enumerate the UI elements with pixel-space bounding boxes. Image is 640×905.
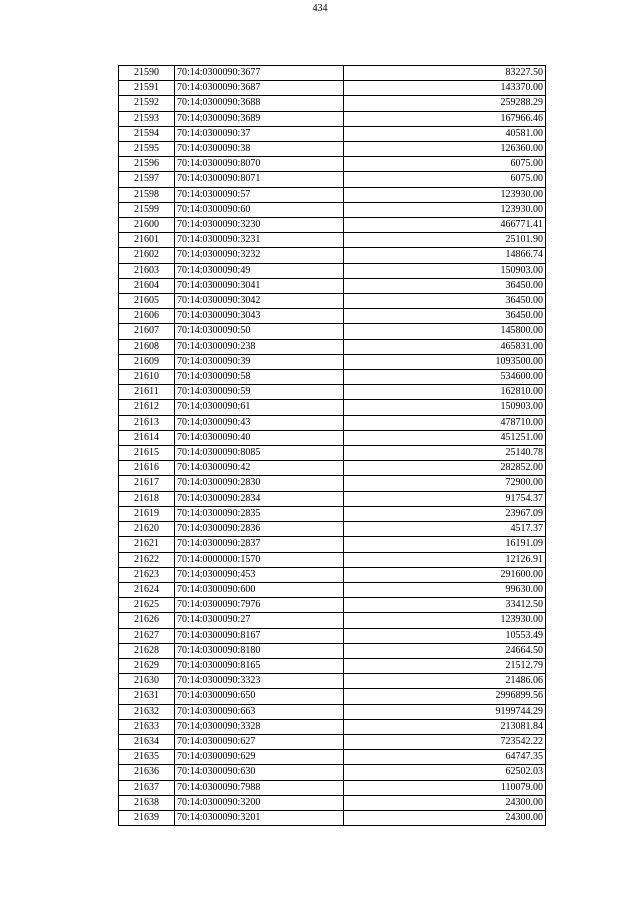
value-cell: 145800.00 <box>344 324 546 339</box>
cadastral-number-cell: 70:14:0300090:50 <box>175 324 344 339</box>
table-row <box>119 750 546 765</box>
value-cell: 123930.00 <box>344 202 546 217</box>
row-number-cell: 21639 <box>119 810 175 825</box>
cadastral-number-cell: 70:14:0300090:3689 <box>175 111 344 126</box>
table-row <box>119 628 546 643</box>
value-cell: 83227.50 <box>344 66 546 81</box>
cadastral-number-cell: 70:14:0300090:629 <box>175 750 344 765</box>
cadastral-number-cell: 70:14:0300090:59 <box>175 385 344 400</box>
cadastral-number-cell: 70:14:0300090:238 <box>175 339 344 354</box>
cadastral-number-cell: 70:14:0300090:627 <box>175 734 344 749</box>
cadastral-number-cell: 70:14:0300090:2834 <box>175 491 344 506</box>
value-cell: 6075.00 <box>344 172 546 187</box>
table-row <box>119 354 546 369</box>
row-number-cell: 21591 <box>119 81 175 96</box>
row-number-cell: 21593 <box>119 111 175 126</box>
cadastral-number-cell: 70:14:0300090:8165 <box>175 658 344 673</box>
cadastral-number-cell: 70:14:0300090:27 <box>175 613 344 628</box>
cadastral-number-cell: 70:14:0300090:8167 <box>175 628 344 643</box>
table-row <box>119 598 546 613</box>
table-row <box>119 567 546 582</box>
row-number-cell: 21616 <box>119 461 175 476</box>
cadastral-number-cell: 70:14:0300090:2830 <box>175 476 344 491</box>
value-cell: 2996899.56 <box>344 689 546 704</box>
cadastral-number-cell: 70:14:0300090:2837 <box>175 537 344 552</box>
cadastral-number-cell: 70:14:0300090:3231 <box>175 233 344 248</box>
table-row <box>119 202 546 217</box>
value-cell: 25101.90 <box>344 233 546 248</box>
cadastral-number-cell: 70:14:0000000:1570 <box>175 552 344 567</box>
table-row <box>119 248 546 263</box>
row-number-cell: 21626 <box>119 613 175 628</box>
cadastral-number-cell: 70:14:0300090:8071 <box>175 172 344 187</box>
table-row <box>119 430 546 445</box>
row-number-cell: 21627 <box>119 628 175 643</box>
row-number-cell: 21590 <box>119 66 175 81</box>
value-cell: 36450.00 <box>344 294 546 309</box>
table-row <box>119 142 546 157</box>
cadastral-number-cell: 70:14:0300090:60 <box>175 202 344 217</box>
row-number-cell: 21603 <box>119 263 175 278</box>
table-row <box>119 552 546 567</box>
value-cell: 24300.00 <box>344 810 546 825</box>
value-cell: 72900.00 <box>344 476 546 491</box>
table-row <box>119 613 546 628</box>
row-number-cell: 21618 <box>119 491 175 506</box>
table-row <box>119 658 546 673</box>
value-cell: 33412.50 <box>344 598 546 613</box>
table-row <box>119 187 546 202</box>
table-row <box>119 522 546 537</box>
table-row <box>119 324 546 339</box>
cadastral-number-cell: 70:14:0300090:453 <box>175 567 344 582</box>
table-row <box>119 294 546 309</box>
table-row <box>119 309 546 324</box>
value-cell: 478710.00 <box>344 415 546 430</box>
row-number-cell: 21624 <box>119 582 175 597</box>
value-cell: 14866.74 <box>344 248 546 263</box>
row-number-cell: 21611 <box>119 385 175 400</box>
table-row <box>119 765 546 780</box>
value-cell: 6075.00 <box>344 157 546 172</box>
cadastral-number-cell: 70:14:0300090:3041 <box>175 278 344 293</box>
row-number-cell: 21612 <box>119 400 175 415</box>
value-cell: 123930.00 <box>344 613 546 628</box>
value-cell: 1093500.00 <box>344 354 546 369</box>
row-number-cell: 21596 <box>119 157 175 172</box>
value-cell: 40581.00 <box>344 126 546 141</box>
row-number-cell: 21637 <box>119 780 175 795</box>
value-cell: 24664.50 <box>344 643 546 658</box>
value-cell: 451251.00 <box>344 430 546 445</box>
row-number-cell: 21636 <box>119 765 175 780</box>
cadastral-number-cell: 70:14:0300090:37 <box>175 126 344 141</box>
cadastral-number-cell: 70:14:0300090:3042 <box>175 294 344 309</box>
value-cell: 36450.00 <box>344 278 546 293</box>
row-number-cell: 21623 <box>119 567 175 582</box>
value-cell: 21512.79 <box>344 658 546 673</box>
table-body <box>119 66 546 826</box>
cadastral-number-cell: 70:14:0300090:8085 <box>175 446 344 461</box>
cadastral-number-cell: 70:14:0300090:61 <box>175 400 344 415</box>
row-number-cell: 21609 <box>119 354 175 369</box>
row-number-cell: 21621 <box>119 537 175 552</box>
value-cell: 4517.37 <box>344 522 546 537</box>
table-row <box>119 111 546 126</box>
row-number-cell: 21610 <box>119 370 175 385</box>
value-cell: 25140.78 <box>344 446 546 461</box>
table-row <box>119 66 546 81</box>
value-cell: 466771.41 <box>344 218 546 233</box>
row-number-cell: 21634 <box>119 734 175 749</box>
cadastral-number-cell: 70:14:0300090:3232 <box>175 248 344 263</box>
table-row <box>119 780 546 795</box>
value-cell: 91754.37 <box>344 491 546 506</box>
table-row <box>119 400 546 415</box>
cadastral-number-cell: 70:14:0300090:43 <box>175 415 344 430</box>
value-cell: 167966.46 <box>344 111 546 126</box>
cadastral-number-cell: 70:14:0300090:3043 <box>175 309 344 324</box>
value-cell: 12126.91 <box>344 552 546 567</box>
value-cell: 143370.00 <box>344 81 546 96</box>
cadastral-number-cell: 70:14:0300090:3323 <box>175 674 344 689</box>
table-row <box>119 263 546 278</box>
row-number-cell: 21595 <box>119 142 175 157</box>
value-cell: 9199744.29 <box>344 704 546 719</box>
value-cell: 21486.06 <box>344 674 546 689</box>
row-number-cell: 21625 <box>119 598 175 613</box>
page-number: 434 <box>312 3 328 14</box>
table-row <box>119 96 546 111</box>
value-cell: 534600.00 <box>344 370 546 385</box>
row-number-cell: 21607 <box>119 324 175 339</box>
value-cell: 10553.49 <box>344 628 546 643</box>
table-row <box>119 370 546 385</box>
row-number-cell: 21598 <box>119 187 175 202</box>
cadastral-number-cell: 70:14:0300090:3200 <box>175 795 344 810</box>
table-row <box>119 674 546 689</box>
table-row <box>119 719 546 734</box>
cadastral-number-cell: 70:14:0300090:3677 <box>175 66 344 81</box>
row-number-cell: 21635 <box>119 750 175 765</box>
value-cell: 23967.09 <box>344 506 546 521</box>
cadastral-number-cell: 70:14:0300090:42 <box>175 461 344 476</box>
cadastral-number-cell: 70:14:0300090:650 <box>175 689 344 704</box>
table-row <box>119 157 546 172</box>
cadastral-number-cell: 70:14:0300090:8180 <box>175 643 344 658</box>
row-number-cell: 21638 <box>119 795 175 810</box>
cadastral-number-cell: 70:14:0300090:663 <box>175 704 344 719</box>
cadastral-number-cell: 70:14:0300090:3201 <box>175 810 344 825</box>
value-cell: 291600.00 <box>344 567 546 582</box>
value-cell: 259288.29 <box>344 96 546 111</box>
table-row <box>119 172 546 187</box>
value-cell: 150903.00 <box>344 400 546 415</box>
row-number-cell: 21599 <box>119 202 175 217</box>
row-number-cell: 21628 <box>119 643 175 658</box>
row-number-cell: 21600 <box>119 218 175 233</box>
cadastral-number-cell: 70:14:0300090:38 <box>175 142 344 157</box>
registry-table <box>118 65 546 826</box>
row-number-cell: 21606 <box>119 309 175 324</box>
row-number-cell: 21597 <box>119 172 175 187</box>
cadastral-number-cell: 70:14:0300090:3328 <box>175 719 344 734</box>
row-number-cell: 21622 <box>119 552 175 567</box>
cadastral-number-cell: 70:14:0300090:57 <box>175 187 344 202</box>
row-number-cell: 21602 <box>119 248 175 263</box>
table-row <box>119 795 546 810</box>
row-number-cell: 21614 <box>119 430 175 445</box>
table-row <box>119 278 546 293</box>
value-cell: 213081.84 <box>344 719 546 734</box>
row-number-cell: 21629 <box>119 658 175 673</box>
row-number-cell: 21631 <box>119 689 175 704</box>
value-cell: 723542.22 <box>344 734 546 749</box>
value-cell: 123930.00 <box>344 187 546 202</box>
row-number-cell: 21619 <box>119 506 175 521</box>
row-number-cell: 21608 <box>119 339 175 354</box>
table-row <box>119 476 546 491</box>
cadastral-number-cell: 70:14:0300090:600 <box>175 582 344 597</box>
value-cell: 62502.03 <box>344 765 546 780</box>
row-number-cell: 21592 <box>119 96 175 111</box>
table-row <box>119 704 546 719</box>
cadastral-number-cell: 70:14:0300090:40 <box>175 430 344 445</box>
table-row <box>119 339 546 354</box>
table-row <box>119 461 546 476</box>
row-number-cell: 21604 <box>119 278 175 293</box>
cadastral-number-cell: 70:14:0300090:49 <box>175 263 344 278</box>
cadastral-number-cell: 70:14:0300090:58 <box>175 370 344 385</box>
cadastral-number-cell: 70:14:0300090:2835 <box>175 506 344 521</box>
row-number-cell: 21630 <box>119 674 175 689</box>
value-cell: 126360.00 <box>344 142 546 157</box>
value-cell: 465831.00 <box>344 339 546 354</box>
table-row <box>119 126 546 141</box>
cadastral-number-cell: 70:14:0300090:630 <box>175 765 344 780</box>
table-row <box>119 582 546 597</box>
cadastral-number-cell: 70:14:0300090:8070 <box>175 157 344 172</box>
table-row <box>119 81 546 96</box>
row-number-cell: 21594 <box>119 126 175 141</box>
value-cell: 282852.00 <box>344 461 546 476</box>
value-cell: 24300.00 <box>344 795 546 810</box>
cadastral-number-cell: 70:14:0300090:3230 <box>175 218 344 233</box>
value-cell: 36450.00 <box>344 309 546 324</box>
value-cell: 162810.00 <box>344 385 546 400</box>
value-cell: 150903.00 <box>344 263 546 278</box>
row-number-cell: 21633 <box>119 719 175 734</box>
table-row <box>119 385 546 400</box>
table-row <box>119 218 546 233</box>
row-number-cell: 21605 <box>119 294 175 309</box>
table-row <box>119 810 546 825</box>
row-number-cell: 21613 <box>119 415 175 430</box>
table-row <box>119 643 546 658</box>
table-row <box>119 734 546 749</box>
table-row <box>119 491 546 506</box>
table-row <box>119 415 546 430</box>
table-row <box>119 506 546 521</box>
cadastral-number-cell: 70:14:0300090:39 <box>175 354 344 369</box>
row-number-cell: 21617 <box>119 476 175 491</box>
cadastral-number-cell: 70:14:0300090:2836 <box>175 522 344 537</box>
value-cell: 99630.00 <box>344 582 546 597</box>
table-row <box>119 689 546 704</box>
value-cell: 64747.35 <box>344 750 546 765</box>
table-row <box>119 446 546 461</box>
row-number-cell: 21601 <box>119 233 175 248</box>
row-number-cell: 21632 <box>119 704 175 719</box>
row-number-cell: 21615 <box>119 446 175 461</box>
cadastral-number-cell: 70:14:0300090:7988 <box>175 780 344 795</box>
cadastral-number-cell: 70:14:0300090:3688 <box>175 96 344 111</box>
table-row <box>119 537 546 552</box>
cadastral-number-cell: 70:14:0300090:7976 <box>175 598 344 613</box>
value-cell: 16191.09 <box>344 537 546 552</box>
row-number-cell: 21620 <box>119 522 175 537</box>
value-cell: 110079.00 <box>344 780 546 795</box>
cadastral-number-cell: 70:14:0300090:3687 <box>175 81 344 96</box>
table-row <box>119 233 546 248</box>
